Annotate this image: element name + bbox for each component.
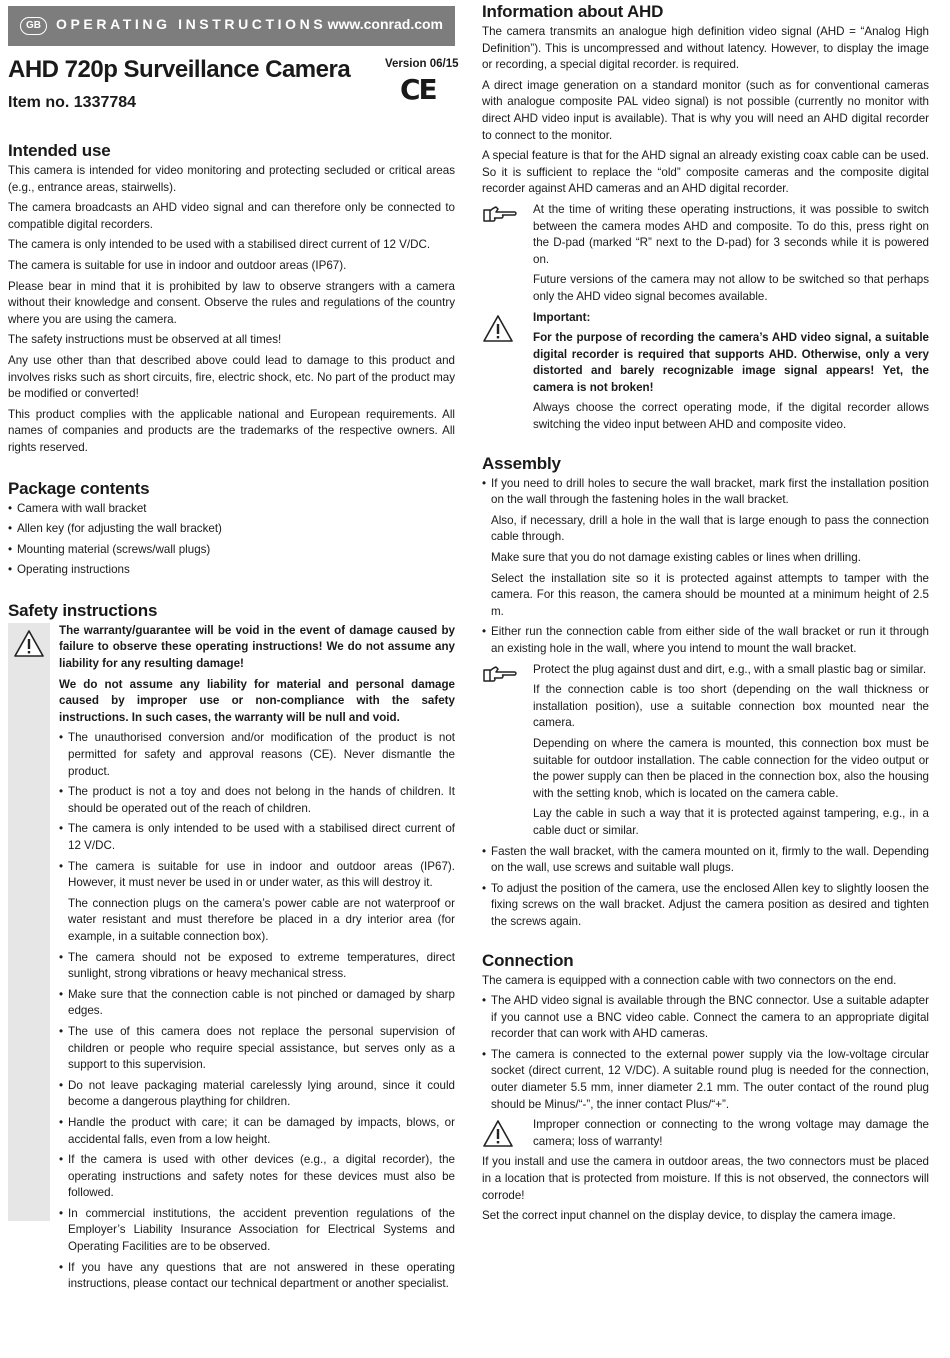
version-label: Version 06/15 bbox=[385, 58, 459, 70]
paragraph: If the connection cable is too short (depending on the wall thickness or installation position), use a suitable connection box mounted near the camera. bbox=[533, 683, 929, 730]
list-item: • Fasten the wall bracket, with the camera mounted on it, firmly to the wall. Depending on the wall, use screws and suitable wall plugs. bbox=[482, 844, 929, 877]
section-heading-safety: Safety instructions bbox=[8, 600, 158, 620]
list-item: • Operating instructions bbox=[8, 562, 455, 579]
warning-block bbox=[482, 1117, 929, 1150]
assembly-list bbox=[482, 844, 929, 931]
pointing-hand-icon bbox=[482, 204, 518, 224]
document-title: AHD 720p Surveillance Camera bbox=[8, 56, 351, 83]
warning-triangle-icon bbox=[482, 314, 514, 344]
list-item: • The product is not a toy and does not belong in the hands of children. It should be operated out of the reach of children. bbox=[59, 784, 455, 817]
list-item: • Either run the connection cable from either side of the wall bracket or run it through an existing hole in the wall, where you intend to mount the wall bracket. bbox=[482, 624, 929, 657]
header-label: OPERATING INSTRUCTIONS bbox=[56, 16, 327, 32]
paragraph: Also, if necessary, drill a hole in the wall that is large enough to pass the connection cable through. bbox=[491, 513, 929, 544]
list-item: • Camera with wall bracket bbox=[8, 501, 455, 518]
item-number: Item no. 1337784 bbox=[8, 94, 137, 111]
assembly-list bbox=[482, 624, 929, 657]
paragraph: The camera is suitable for use in indoor and outdoor areas (IP67). bbox=[8, 258, 347, 272]
paragraph: We do not assume any liability for material and personal damage caused by improper use or non-compliance with the safety instructions. In such cases, the warranty will be null and void. bbox=[59, 677, 455, 724]
right-column bbox=[482, 2, 929, 1229]
paragraph: Always choose the correct operating mode, if the digital recorder allows switching the video input between AHD and composite video. bbox=[533, 401, 929, 432]
note-block bbox=[482, 662, 929, 840]
list-item: • The use of this camera does not replace the personal supervision of children or people who require special assistance, but serves only as a support to this supervision. bbox=[59, 1024, 455, 1074]
paragraph: Depending on where the camera is mounted, this connection box must be suitable for outdoor installation. The cable connection for the video output or the power supply can then be placed in the connection box, also the housing with the setting knob, which is located on the camera cable. bbox=[533, 736, 929, 800]
important-block bbox=[482, 310, 929, 434]
paragraph: The camera is equipped with a connection cable with two connectors on the end. bbox=[482, 973, 897, 987]
paragraph: The camera transmits an analogue high definition video signal (AHD = “Analog High Definition”). This is uncompressed and without latency. However, to display the image or recording, a special digital recorder. is required. bbox=[482, 25, 929, 72]
paragraph: The warranty/guarantee will be void in the event of damage caused by failure to observe these operating instructions! We do not assume any liability for any resulting damage! bbox=[59, 623, 455, 671]
list-item: • The camera is only intended to be used with a stabilised direct current of 12 V/DC. bbox=[59, 821, 455, 854]
paragraph: The camera broadcasts an AHD video signal and can therefore only be connected to compatible digital recorders. bbox=[8, 201, 455, 231]
warning-triangle-icon bbox=[482, 1119, 514, 1149]
safety-block bbox=[8, 623, 455, 1293]
note-block bbox=[482, 202, 929, 306]
ce-mark-icon: CE bbox=[400, 73, 436, 106]
assembly-list bbox=[482, 476, 929, 509]
paragraph: Select the installation site so it is protected against attempts to tamper with the camera. For this reason, the camera should be mounted at a minimum height of 2.5 m. bbox=[491, 571, 929, 618]
section-heading-assembly: Assembly bbox=[482, 453, 561, 473]
package-list bbox=[8, 501, 455, 579]
warning-triangle-icon bbox=[13, 629, 45, 659]
list-item: • Make sure that the connection cable is not pinched or damaged by sharp edges. bbox=[59, 987, 455, 1020]
paragraph: Lay the cable in such a way that it is protected against tampering, e.g., in a cable duct or similar. bbox=[533, 807, 929, 837]
paragraph: Set the correct input channel on the display device, to display the camera image. bbox=[482, 1209, 896, 1223]
language-badge: GB bbox=[20, 17, 47, 35]
paragraph: For the purpose of recording the camera’s AHD video signal, a suitable digital recorder is required that supports AHD. Otherwise, only a very distorted and barely recognizable image signal appears! Yet, the camera is not broken! bbox=[533, 331, 929, 394]
paragraph: At the time of writing these operating instructions, it was possible to switch between the camera modes AHD and composite. To do this, press right on the D-pad (marked “R” next to the D-pad) for 3 seconds while it is powered on. bbox=[533, 202, 929, 266]
list-item: • The unauthorised conversion and/or modification of the product is not permitted for safety and approval reasons (CE). Never dismantle the product. bbox=[59, 730, 455, 780]
safety-sidebar bbox=[8, 623, 50, 1221]
pointing-hand-icon bbox=[482, 664, 518, 684]
paragraph: The camera is only intended to be used with a stabilised direct current of 12 V/DC. bbox=[8, 238, 431, 252]
section-heading-package-contents: Package contents bbox=[8, 478, 150, 498]
safety-list bbox=[59, 730, 455, 891]
paragraph: Please bear in mind that it is prohibited by law to observe strangers with a camera without their knowledge and consent. Observe the rules and regulations of the country where you are using the camera. bbox=[8, 279, 455, 326]
list-item: • To adjust the position of the camera, use the enclosed Allen key to slightly loosen the fixing screws on the wall bracket. Adjust the camera position as desired and tighten the screws again. bbox=[482, 881, 929, 931]
paragraph: Protect the plug against dust and dirt, e.g., with a small plastic bag or similar. bbox=[533, 662, 927, 676]
paragraph: A special feature is that for the AHD signal an already existing coax cable can be used. So it is sufficient to replace the “old” composite cameras and the composite digital recorder against AHD cameras and an AHD digital recorder. bbox=[482, 149, 929, 196]
list-item: • Mounting material (screws/wall plugs) bbox=[8, 542, 455, 559]
paragraph: The safety instructions must be observed at all times! bbox=[8, 333, 282, 347]
paragraph: Improper connection or connecting to the wrong voltage may damage the camera; loss of warranty! bbox=[533, 1118, 929, 1148]
list-item: • The AHD video signal is available through the BNC connector. Use a suitable adapter if you cannot use a BNC video cable. Connect the camera to an appropriate digital recorder that can work with AHD cameras. bbox=[482, 993, 929, 1043]
left-column bbox=[8, 141, 455, 1297]
list-item: • If the camera is used with other devices (e.g., a digital recorder), the operating instructions and safety notes for these devices must also be followed. bbox=[59, 1152, 455, 1202]
paragraph: Future versions of the camera may not allow to be switched so that perhaps only the AHD video signal becomes available. bbox=[533, 273, 929, 303]
connection-list bbox=[482, 993, 929, 1113]
paragraph: A direct image generation on a standard monitor (such as for conventional cameras with analogue composite PAL video signal) is not possible (currently no monitor with direct AHD video input is available). That is why you will need an AHD digital recorder to connect to the monitor. bbox=[482, 78, 929, 142]
paragraph: This product complies with the applicable national and European requirements. All names of companies and products are the trademarks of the respective owners. All rights reserved. bbox=[8, 407, 455, 454]
paragraph: The connection plugs on the camera’s power cable are not waterproof or water resistant and must therefore be placed in a dry interior area (for example, in a suitable connection box). bbox=[68, 896, 455, 943]
paragraph: Make sure that you do not damage existing cables or lines when drilling. bbox=[491, 551, 861, 565]
list-item: • Allen key (for adjusting the wall bracket) bbox=[8, 521, 455, 538]
paragraph: Any use other than that described above could lead to damage to this product and involves risks such as short circuits, fire, electric shock, etc. No part of the product may be modified or converted! bbox=[8, 353, 455, 401]
list-item: • If you need to drill holes to secure the wall bracket, mark first the installation position on the wall through the fastening holes in the wall bracket. bbox=[482, 476, 929, 509]
paragraph: This camera is intended for video monitoring and protecting secluded or critical areas (e.g., entrance areas, stairwells). bbox=[8, 164, 455, 194]
safety-body bbox=[59, 623, 455, 1293]
paragraph: If you install and use the camera in outdoor areas, the two connectors must be placed in a location that is protected from moisture. If this is not observed, the connectors will corrode! bbox=[482, 1155, 929, 1202]
list-item: • Handle the product with care; it can be damaged by impacts, blows, or accidental falls, even from a low height. bbox=[59, 1115, 455, 1148]
list-item: • The camera should not be exposed to extreme temperatures, direct sunlight, strong vibrations or heavy mechanical stress. bbox=[59, 950, 455, 983]
section-heading-ahd: Information about AHD bbox=[482, 2, 664, 21]
safety-list bbox=[59, 950, 455, 1293]
header-website: www.conrad.com bbox=[327, 16, 443, 32]
list-item: • If you have any questions that are not answered in these operating instructions, please contact our technical department or another specialist. bbox=[59, 1260, 455, 1293]
section-heading-intended-use: Intended use bbox=[8, 141, 111, 160]
header-bar bbox=[8, 6, 455, 46]
important-label: Important: bbox=[533, 310, 591, 324]
list-item: • In commercial institutions, the accident prevention regulations of the Employer’s Liability Insurance Association for Electrical Systems and Operating Facilities are to be observed. bbox=[59, 1206, 455, 1256]
list-item: • The camera is connected to the external power supply via the low-voltage circular socket (direct current, 12 V/DC). A suitable round plug is needed for the connection, outer diameter 5.5 mm, inner diameter 2.1 mm. The outer contact of the round plug should be Minus/“-”, the inner contact Plus/“+”. bbox=[482, 1047, 929, 1113]
section-heading-connection: Connection bbox=[482, 950, 574, 970]
list-item: • The camera is suitable for use in indoor and outdoor areas (IP67). However, it must never be used in or under water, as this will destroy it. bbox=[59, 859, 455, 892]
list-item: • Do not leave packaging material carelessly lying around, since it could become a dangerous plaything for children. bbox=[59, 1078, 455, 1111]
